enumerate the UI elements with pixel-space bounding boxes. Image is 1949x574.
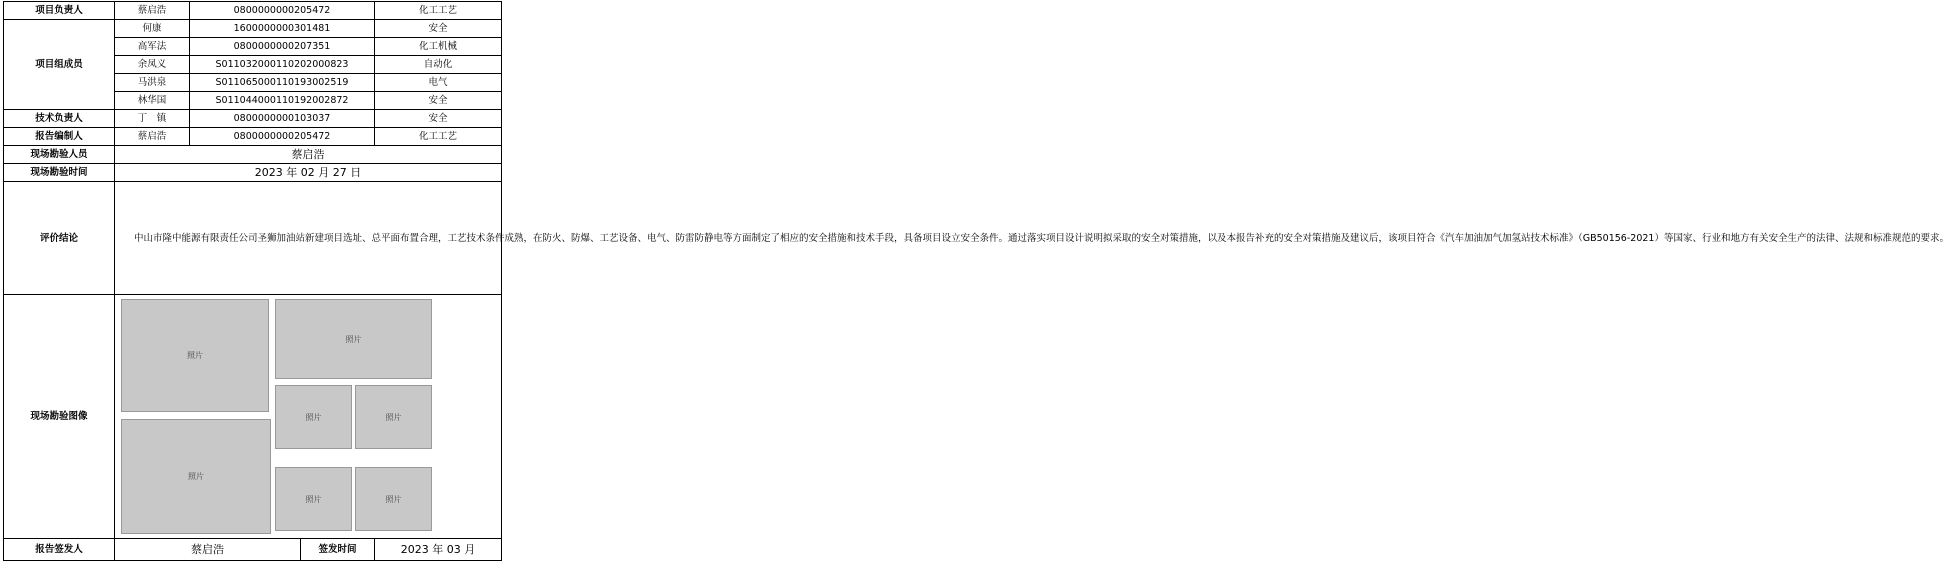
- member-name: 马洪泉: [115, 74, 190, 92]
- site-photo: 照片: [121, 299, 269, 412]
- survey-image-row: [4, 295, 502, 539]
- site-photo: 照片: [355, 385, 432, 449]
- site-photo: 照片: [275, 467, 352, 531]
- survey-person-value: 蔡启浩: [115, 146, 502, 164]
- survey-time-value: 2023 年 02 月 27 日: [115, 164, 502, 182]
- member-name: 何康: [115, 20, 190, 38]
- site-photo: 照片: [275, 299, 432, 379]
- project-info-table: [3, 1, 1949, 561]
- member-name: 高军法: [115, 38, 190, 56]
- sign-time-value: 2023 年 03 月: [375, 539, 502, 561]
- member-cert: 1600000000301481: [190, 20, 375, 38]
- member-name: 林华国: [115, 92, 190, 110]
- survey-person-row: [4, 146, 502, 164]
- member-major: 化工机械: [375, 38, 502, 56]
- tech-leader-major: 安全: [375, 110, 502, 128]
- site-photo: 照片: [121, 419, 271, 534]
- signer-label: 报告签发人: [4, 539, 115, 561]
- survey-time-row: [4, 164, 502, 182]
- writer-major: 化工工艺: [375, 128, 502, 146]
- writer-row: [4, 128, 502, 146]
- conclusion-text: 中山市隆中能源有限责任公司圣狮加油站新建项目选址、总平面布置合理，工艺技术条件成熟，在防火、防爆、工艺设备、电气、防雷防静电等方面制定了相应的安全措施和技术手段，具备项目设立安全条件。通过落实项目设计说明拟采取的安全对策措施，以及本报告补充的安全对策措施及建议后，该项目符合《汽车加油加气加氢站技术标准》（GB50156-2021）等国家、行业和地方有关安全生产的法律、法规和标准规范的要求。: [115, 182, 502, 295]
- report-writer-label: 报告编制人: [4, 128, 115, 146]
- survey-image-label: 现场勘验图像: [4, 295, 115, 539]
- survey-time-label: 现场勘验时间: [4, 164, 115, 182]
- project-leader-label: 项目负责人: [4, 2, 115, 20]
- writer-name: 蔡启浩: [115, 128, 190, 146]
- conclusion-label: 评价结论: [4, 182, 115, 295]
- member-row: [4, 20, 502, 38]
- member-name: 余凤义: [115, 56, 190, 74]
- member-cert: S011044000110192002872: [190, 92, 375, 110]
- member-major: 安全: [375, 92, 502, 110]
- survey-image-cell: [115, 295, 502, 539]
- tech-leader-name: 丁 镇: [115, 110, 190, 128]
- member-major: 电气: [375, 74, 502, 92]
- member-cert: 0800000000207351: [190, 38, 375, 56]
- site-photo: 照片: [355, 467, 432, 531]
- signer-row: [4, 539, 502, 561]
- site-photo: 照片: [275, 385, 352, 449]
- member-cert: S011065000110193002519: [190, 74, 375, 92]
- leader-row: [4, 2, 502, 20]
- leader-major: 化工工艺: [375, 2, 502, 20]
- member-cert: S011032000110202000823: [190, 56, 375, 74]
- tech-leader-cert: 0800000000103037: [190, 110, 375, 128]
- signer-name: 蔡启浩: [115, 539, 301, 561]
- member-major: 安全: [375, 20, 502, 38]
- conclusion-row: [4, 182, 502, 295]
- member-major: 自动化: [375, 56, 502, 74]
- sign-time-label: 签发时间: [301, 539, 375, 561]
- tech-leader-row: [4, 110, 502, 128]
- team-members-label: 项目组成员: [4, 20, 115, 110]
- leader-cert: 0800000000205472: [190, 2, 375, 20]
- leader-name: 蔡启浩: [115, 2, 190, 20]
- survey-person-label: 现场勘验人员: [4, 146, 115, 164]
- tech-leader-label: 技术负责人: [4, 110, 115, 128]
- writer-cert: 0800000000205472: [190, 128, 375, 146]
